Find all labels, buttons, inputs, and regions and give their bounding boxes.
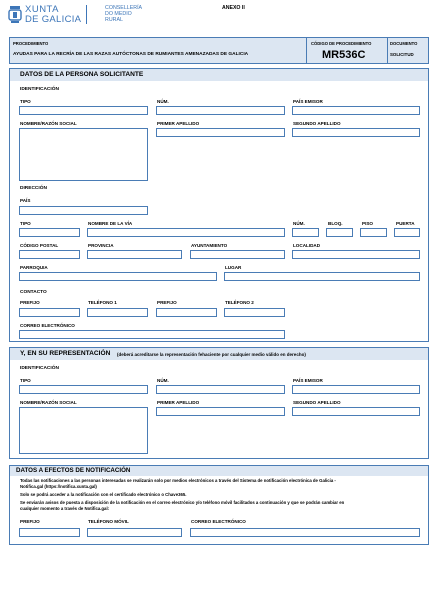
notificacion-line-3: Solo se podrá acceder a la notificación con el certificado electrónico o Chave365.	[20, 492, 187, 497]
tipo-label: TIPO	[20, 99, 31, 104]
prefijo1-field[interactable]	[19, 308, 80, 317]
num-field[interactable]	[156, 106, 285, 115]
codigo-postal-label: CÓDIGO POSTAL	[20, 243, 59, 248]
telefono2-label: TELÉFONO 2	[225, 300, 254, 305]
notif-prefijo-field[interactable]	[19, 528, 80, 537]
notif-telefono-movil-field[interactable]	[87, 528, 182, 537]
lugar-field[interactable]	[224, 272, 420, 281]
department-line-2: DO MEDIO	[105, 11, 132, 17]
num-label: NÚM.	[157, 99, 169, 104]
prefijo2-field[interactable]	[156, 308, 217, 317]
codigo-postal-field[interactable]	[19, 250, 80, 259]
notificacion-line-2: Notifica.gal (https://notifica.xunta.gal)	[20, 484, 97, 489]
notif-correo-field[interactable]	[190, 528, 420, 537]
notif-correo-label: CORREO ELECTRÓNICO	[191, 519, 246, 524]
documento-value: SOLICITUD	[390, 52, 414, 57]
correo-label: CORREO ELECTRÓNICO	[20, 323, 75, 328]
provincia-field[interactable]	[87, 250, 182, 259]
rep-primer-apellido-field[interactable]	[156, 407, 285, 416]
bloq-field[interactable]	[326, 228, 353, 237]
representante-note: (deberá acreditarse la representación fehaciente por cualquier medio válido en derecho)	[117, 352, 306, 357]
rep-nombre-field[interactable]	[19, 407, 148, 454]
rep-num-field[interactable]	[156, 385, 285, 394]
representante-title: Y, EN SU REPRESENTACIÓN	[20, 350, 111, 357]
tipo-via-field[interactable]	[19, 228, 80, 237]
bloq-label: BLOQ.	[328, 221, 343, 226]
piso-field[interactable]	[360, 228, 387, 237]
department-line-1: CONSELLERÍA	[105, 5, 143, 11]
rep-tipo-label: TIPO	[20, 378, 31, 383]
primer-apellido-field[interactable]	[156, 128, 285, 137]
rep-segundo-apellido-field[interactable]	[292, 407, 420, 416]
primer-apellido-label: PRIMER APELLIDO	[157, 121, 200, 126]
puerta-field[interactable]	[394, 228, 420, 237]
xunta-logo	[8, 4, 102, 26]
telefono2-field[interactable]	[224, 308, 285, 317]
department-line-3: RURAL	[105, 17, 123, 23]
num-via-field[interactable]	[292, 228, 319, 237]
documento-label: DOCUMENTO	[390, 41, 418, 46]
xunta-emblem-icon	[8, 5, 22, 25]
codigo-label: CÓDIGO DE PROCEDIMIENTO	[311, 41, 372, 46]
pais-emisor-label: PAÍS EMISOR	[293, 99, 323, 104]
rep-primer-apellido-label: PRIMER APELLIDO	[157, 400, 200, 405]
piso-label: PISO	[362, 221, 373, 226]
notificacion-line-1: Todas las notificaciones a las personas interesadas se realizarán solo por medios electrónicos a través del Sistema de notificación electrónica de Galicia -	[20, 478, 336, 483]
logo-line-1: XUNTA	[25, 4, 59, 15]
rep-nombre-label: NOMBRE/RAZÓN SOCIAL	[20, 400, 77, 405]
nombre-via-label: NOMBRE DE LA VÍA	[88, 221, 133, 226]
ayuntamiento-label: AYUNTAMIENTO	[191, 243, 228, 248]
procedimiento-value: AYUDAS PARA LA RECRÍA DE LAS RAZAS AUTÓCTONAS DE RUMIANTES AMENAZADAS DE GALICIA	[13, 52, 249, 57]
lugar-label: LUGAR	[225, 265, 242, 270]
parroquia-field[interactable]	[19, 272, 217, 281]
nombre-via-field[interactable]	[87, 228, 285, 237]
codigo-value: MR536C	[322, 49, 366, 61]
telefono1-label: TELÉFONO 1	[88, 300, 117, 305]
rep-tipo-field[interactable]	[19, 385, 148, 394]
num-via-label: NÚM.	[293, 221, 305, 226]
notificacion-line-5: cualquier momento a través de Notifica.gal:	[20, 506, 110, 511]
annex-label: ANEXO II	[222, 5, 245, 11]
parroquia-label: PARROQUIA	[20, 265, 48, 270]
procedure-divider-1	[306, 38, 307, 63]
rep-num-label: NÚM.	[157, 378, 169, 383]
nombre-label: NOMBRE/RAZÓN SOCIAL	[20, 121, 77, 126]
tipo-via-label: TIPO	[20, 221, 31, 226]
rep-pais-emisor-label: PAÍS EMISOR	[293, 378, 323, 383]
pais-emisor-field[interactable]	[292, 106, 420, 115]
localidad-field[interactable]	[292, 250, 420, 259]
tipo-field[interactable]	[19, 106, 148, 115]
procedure-divider-2	[387, 38, 388, 63]
pais-field[interactable]	[19, 206, 148, 215]
logo-divider	[86, 5, 87, 24]
prefijo2-label: PREFIJO	[157, 300, 177, 305]
logo-line-2: DE GALICIA	[25, 14, 82, 25]
telefono1-field[interactable]	[87, 308, 148, 317]
prefijo1-label: PREFIJO	[20, 300, 40, 305]
identificacion-heading: IDENTIFICACIÓN	[20, 87, 59, 92]
procedimiento-label: PROCEDIMIENTO	[13, 41, 49, 46]
notificacion-line-4: Se enviarán avisos de puesta a disposición de la notificación en el correo electrónico y/o teléfono móvil facilitados a continuación y que se podrán cambiar en	[20, 500, 345, 505]
pais-label: PAÍS	[20, 198, 31, 203]
segundo-apellido-field[interactable]	[292, 128, 420, 137]
correo-field[interactable]	[19, 330, 285, 339]
localidad-label: LOCALIDAD	[293, 243, 321, 248]
solicitante-title: DATOS DE LA PERSONA SOLICITANTE	[20, 71, 144, 78]
nombre-field[interactable]	[19, 128, 148, 181]
ayuntamiento-field[interactable]	[190, 250, 285, 259]
notificacion-title: DATOS A EFECTOS DE NOTIFICACIÓN	[16, 467, 131, 474]
puerta-label: PUERTA	[396, 221, 415, 226]
contacto-heading: CONTACTO	[20, 290, 47, 295]
rep-segundo-apellido-label: SEGUNDO APELLIDO	[293, 400, 341, 405]
notif-prefijo-label: PREFIJO	[20, 519, 40, 524]
rep-pais-emisor-field[interactable]	[292, 385, 420, 394]
rep-identificacion-heading: IDENTIFICACIÓN	[20, 366, 59, 371]
notif-telefono-movil-label: TELÉFONO MÓVIL	[88, 519, 129, 524]
segundo-apellido-label: SEGUNDO APELLIDO	[293, 121, 341, 126]
direccion-heading: DIRECCIÓN	[20, 186, 47, 191]
provincia-label: PROVINCIA	[88, 243, 114, 248]
